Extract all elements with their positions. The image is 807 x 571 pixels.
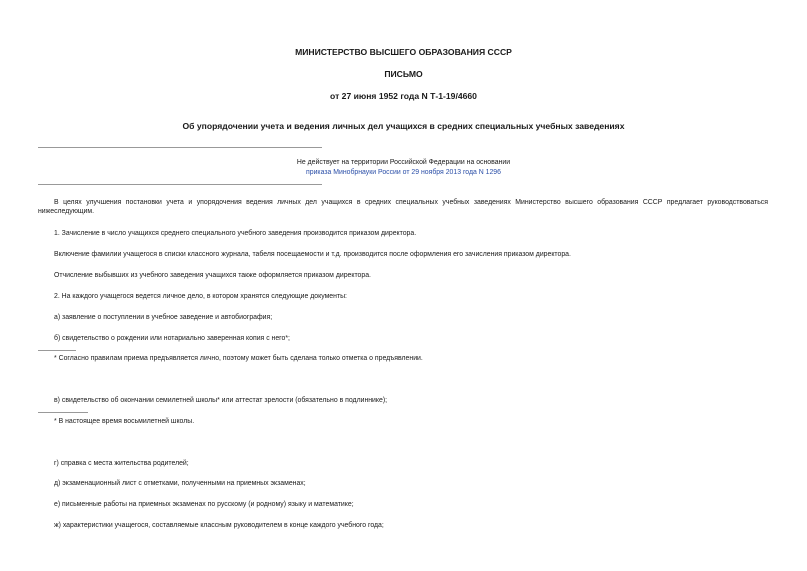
list-item-e: е) письменные работы на приемных экзаменах по русскому (и родному) языку и математике; bbox=[54, 501, 354, 508]
divider-top bbox=[38, 147, 322, 148]
list-item-a: а) заявление о поступлении в учебное заведение и автобиография; bbox=[54, 314, 273, 321]
paragraph-2: Включение фамилии учащегося в списки классного журнала, табеля посещаемости и т.д. производится после оформления его зачисления приказом директора. bbox=[54, 251, 571, 258]
notice-link[interactable]: приказа Минобрнауки России от 29 ноября 2013 года N 1296 bbox=[306, 169, 501, 176]
list-item-g: г) справка с места жительства родителей; bbox=[54, 460, 189, 467]
document-title: Об упорядочении учета и ведения личных дел учащихся в средних специальных учебных заведениях bbox=[182, 121, 625, 131]
paragraph-4: 2. На каждого учащегося ведется личное дело, в котором хранятся следующие документы: bbox=[54, 293, 347, 300]
list-item-v: в) свидетельство об окончании семилетней школы* или аттестат зрелости (обязательно в подлиннике); bbox=[54, 397, 388, 404]
footnote-divider-1 bbox=[38, 350, 76, 351]
footnote-divider-2 bbox=[38, 412, 88, 413]
document-type: ПИСЬМО bbox=[384, 69, 423, 79]
intro-paragraph: В целях улучшения постановки учета и упорядочения ведения личных дел учащихся в средних специальных учебных заведениях Министерство высшего образования СССР предлагает руководствоваться нижеследующим. bbox=[38, 199, 768, 215]
document-date-number: от 27 июня 1952 года N Т-1-19/4660 bbox=[330, 91, 477, 101]
paragraph-1: 1. Зачисление в число учащихся среднего специального учебного заведения производится приказом директора. bbox=[54, 230, 417, 237]
footnote-2: * В настоящее время восьмилетней школы. bbox=[54, 418, 195, 425]
list-item-b: б) свидетельство о рождении или нотариально заверенная копия с него*; bbox=[54, 335, 290, 342]
paragraph-3: Отчисление выбывших из учебного заведения учащихся также оформляется приказом директора. bbox=[54, 272, 371, 279]
footnote-1: * Согласно правилам приема предъявляется лично, поэтому может быть сделана только отметка о предъявлении. bbox=[54, 355, 423, 362]
ministry-heading: МИНИСТЕРСТВО ВЫСШЕГО ОБРАЗОВАНИЯ СССР bbox=[295, 47, 512, 57]
list-item-d: д) экзаменационный лист с отметками, полученными на приемных экзаменах; bbox=[54, 480, 306, 487]
divider-bottom bbox=[38, 184, 322, 185]
list-item-zh: ж) характеристики учащегося, составляемые классным руководителем в конце каждого учебного года; bbox=[54, 522, 384, 529]
notice-text: Не действует на территории Российской Федерации на основании bbox=[296, 159, 511, 166]
